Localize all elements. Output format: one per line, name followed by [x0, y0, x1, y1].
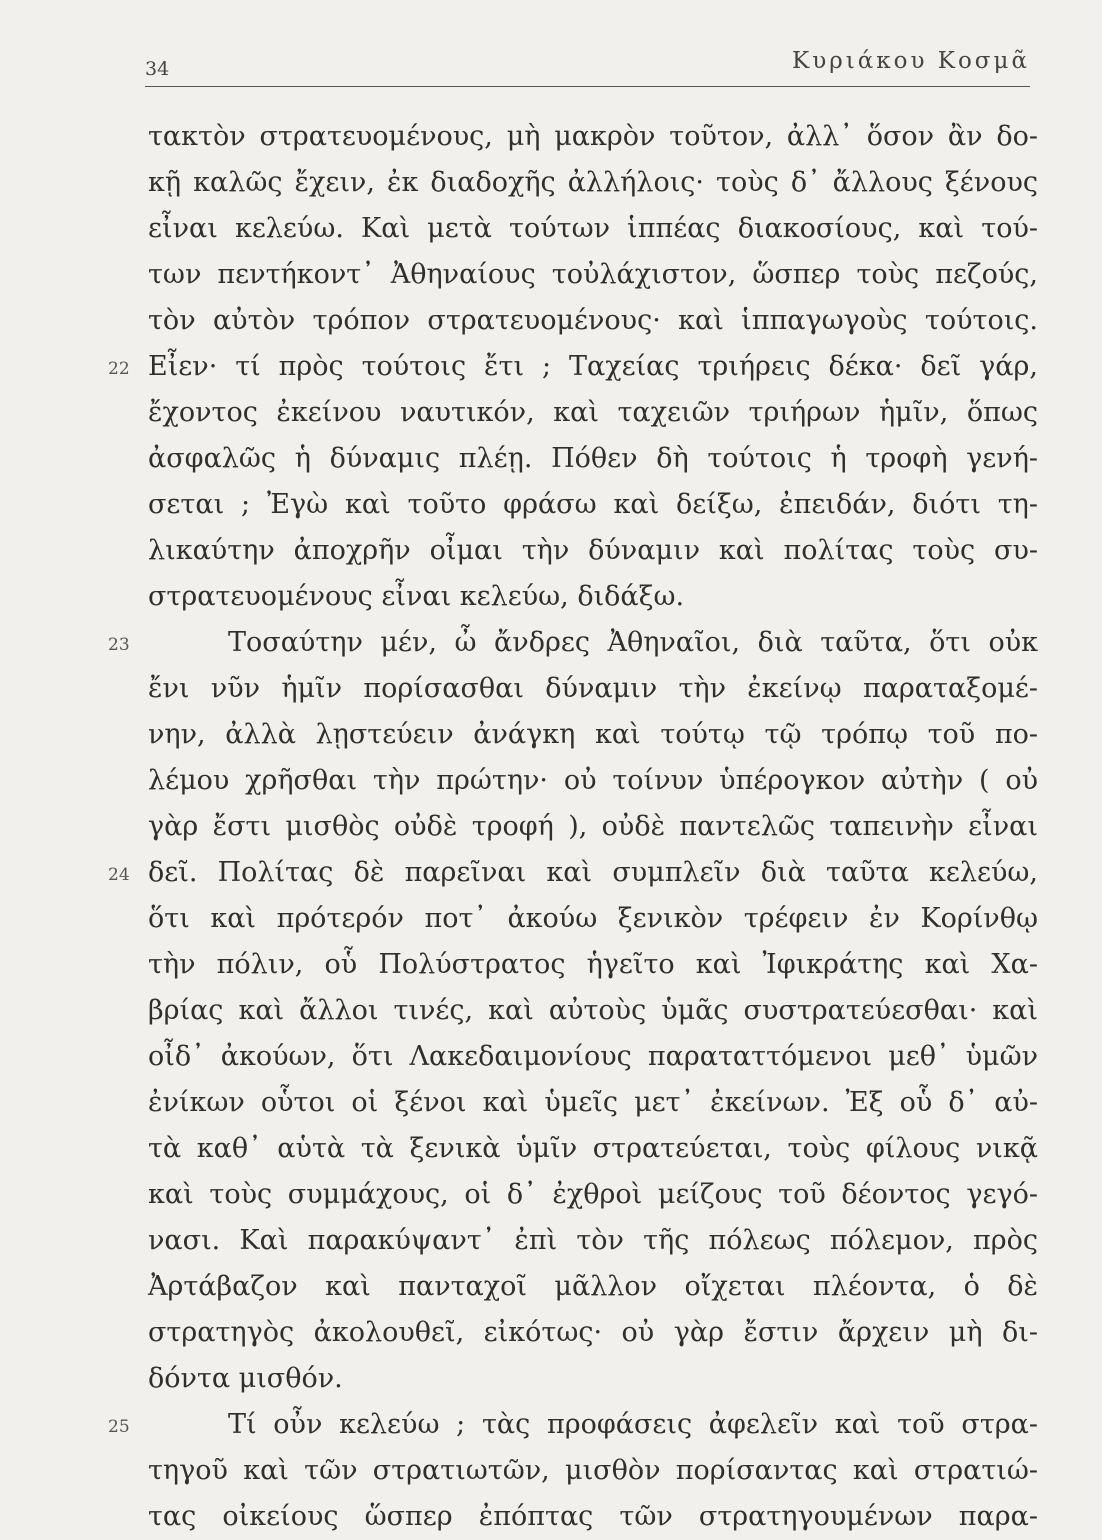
line-text: βρίας καὶ ἄλλοι τινές, καὶ αὐτοὺς ὑμᾶς συστρατεύεσθαι· καὶ — [148, 995, 1038, 1026]
line-text: λικαύτην ἀποχρῆν οἶμαι τὴν δύναμιν καὶ πολίτας τοὺς συ- — [148, 535, 1038, 566]
line-text: ὅτι καὶ πρότερόν ποτ᾽ ἀκούω ξενικὸν τρέφειν ἐν Κορίνθῳ — [148, 903, 1038, 934]
line-text: τὸν αὐτὸν τρόπον στρατευομένους· καὶ ἱππαγωγοὺς τούτοις. — [148, 305, 1038, 336]
text-line — [148, 298, 1038, 344]
text-line — [148, 666, 1038, 712]
text-line — [148, 114, 1038, 160]
line-text: Ἀρτάβαζον καὶ πανταχοῖ μᾶλλον οἴχεται πλέοντα, ὁ δὲ — [148, 1271, 1038, 1302]
text-line — [148, 1034, 1038, 1080]
line-text: καὶ τοὺς συμμάχους, οἱ δ᾽ ἐχθροὶ μείζους τοῦ δέοντος γεγό- — [148, 1179, 1038, 1210]
line-text: σεται ; Ἐγὼ καὶ τοῦτο φράσω καὶ δείξω, ἐπειδάν, διότι τη- — [148, 489, 1038, 520]
line-text: στρατηγὸς ἀκολουθεῖ, εἰκότως· οὐ γὰρ ἔστιν ἄρχειν μὴ δι- — [148, 1317, 1038, 1348]
text-line — [108, 1402, 1038, 1448]
line-text: νασι. Καὶ παρακύψαντ᾽ ἐπὶ τὸν τῆς πόλεως πόλεμον, πρὸς — [148, 1225, 1038, 1256]
line-text: ἀσφαλῶς ἡ δύναμις πλέῃ. Πόθεν δὴ τούτοις ἡ τροφὴ γενή- — [148, 443, 1038, 474]
text-line — [148, 1310, 1038, 1356]
text-line — [148, 1264, 1038, 1310]
line-text: κῇ καλῶς ἔχειν, ἐκ διαδοχῆς ἀλλήλοις· τοὺς δ᾽ ἄλλους ξένους — [148, 167, 1038, 198]
verse-number: 24 — [108, 865, 130, 885]
text-line — [148, 390, 1038, 436]
text-line — [148, 160, 1038, 206]
text-line — [148, 1356, 1038, 1402]
text-line — [148, 988, 1038, 1034]
text-line — [148, 252, 1038, 298]
line-text: δεῖ. Πολίτας δὲ παρεῖναι καὶ συμπλεῖν διὰ ταῦτα κελεύω, — [148, 857, 1038, 888]
body-text — [108, 114, 1038, 1540]
text-line — [148, 942, 1038, 988]
text-line — [108, 620, 1038, 666]
line-text: τακτὸν στρατευομένους, μὴ μακρὸν τοῦτον, ἀλλ᾽ ὅσον ἂν δο- — [148, 121, 1038, 152]
line-text: γὰρ ἔστι μισθὸς οὐδὲ τροφή ), οὐδὲ παντελῶς ταπεινὴν εἶναι — [148, 811, 1038, 842]
page-header — [145, 46, 1030, 87]
text-line — [148, 436, 1038, 482]
text-line — [148, 1172, 1038, 1218]
verse-number: 23 — [108, 635, 130, 655]
line-text: Τί οὖν κελεύω ; τὰς προφάσεις ἀφελεῖν καὶ τοῦ στρα- — [228, 1409, 1038, 1440]
line-text: λέμου χρῆσθαι τὴν πρώτην· οὐ τοίνυν ὑπέρογκον αὐτὴν ( οὐ — [148, 765, 1038, 796]
line-text: ἔνι νῦν ἡμῖν πορίσασθαι δύναμιν τὴν ἐκείνῳ παραταξομέ- — [148, 673, 1038, 704]
text-line — [148, 482, 1038, 528]
text-line — [148, 896, 1038, 942]
line-text: τηγοῦ καὶ τῶν στρατιωτῶν, μισθὸν πορίσαντας καὶ στρατιώ- — [148, 1455, 1038, 1486]
text-line — [148, 1126, 1038, 1172]
verse-number: 22 — [108, 359, 130, 379]
text-line — [148, 804, 1038, 850]
text-line — [148, 1448, 1038, 1494]
line-text: Τοσαύτην μέν, ὦ ἄνδρες Ἀθηναῖοι, διὰ ταῦτα, ὅτι οὐκ — [228, 627, 1038, 658]
text-line — [148, 528, 1038, 574]
text-line — [108, 850, 1038, 896]
line-text: στρατευομένους εἶναι κελεύω, διδάξω. — [148, 581, 685, 612]
text-line — [148, 758, 1038, 804]
line-text: τὰ καθ᾽ αὑτὰ τὰ ξενικὰ ὑμῖν στρατεύεται, τοὺς φίλους νικᾷ — [148, 1133, 1038, 1164]
running-head: Κυριάκου Κοσμᾶ — [792, 48, 1030, 74]
line-text: οἶδ᾽ ἀκούων, ὅτι Λακεδαιμονίους παραταττόμενοι μεθ᾽ ὑμῶν — [148, 1041, 1038, 1072]
line-text: ἔχοντος ἐκείνου ναυτικόν, καὶ ταχειῶν τριήρων ἡμῖν, ὅπως — [148, 397, 1038, 428]
text-line — [148, 712, 1038, 758]
text-line — [148, 1080, 1038, 1126]
line-text: τας οἰκείους ὥσπερ ἐπόπτας τῶν στρατηγουμένων παρα- — [148, 1501, 1038, 1532]
line-text: των πεντήκοντ᾽ Ἀθηναίους τοὐλάχιστον, ὥσπερ τοὺς πεζούς, — [148, 259, 1038, 290]
verse-number: 25 — [108, 1417, 130, 1437]
text-line — [148, 1218, 1038, 1264]
page-number: 34 — [145, 58, 170, 80]
line-text: Εἶεν· τί πρὸς τούτοις ἔτι ; Ταχείας τριήρεις δέκα· δεῖ γάρ, — [148, 351, 1038, 382]
text-line — [148, 574, 1038, 620]
line-text: ἐνίκων οὗτοι οἱ ξένοι καὶ ὑμεῖς μετ᾽ ἐκείνων. Ἐξ οὗ δ᾽ αὐ- — [148, 1087, 1038, 1118]
text-line — [148, 206, 1038, 252]
line-text: δόντα μισθόν. — [148, 1363, 343, 1394]
text-line — [148, 1494, 1038, 1540]
line-text: εἶναι κελεύω. Καὶ μετὰ τούτων ἱππέας διακοσίους, καὶ τού- — [148, 213, 1038, 244]
line-text: τὴν πόλιν, οὗ Πολύστρατος ἡγεῖτο καὶ Ἰφικράτης καὶ Χα- — [148, 949, 1038, 980]
text-line — [108, 344, 1038, 390]
line-text: νην, ἀλλὰ λῃστεύειν ἀνάγκη καὶ τούτῳ τῷ τρόπῳ τοῦ πο- — [148, 719, 1038, 750]
